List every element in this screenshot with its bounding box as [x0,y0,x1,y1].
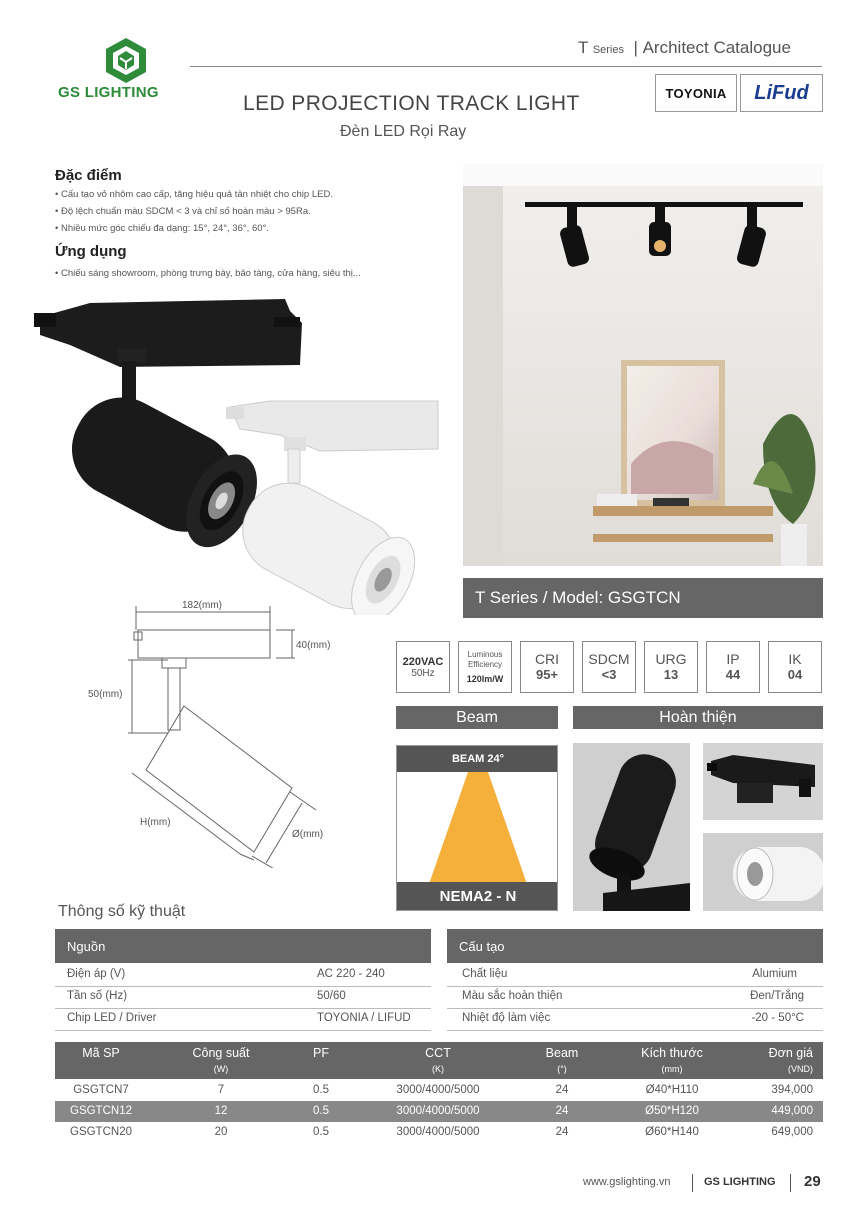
structure-row-value: -20 - 50°C [751,1012,804,1024]
toyonia-logo: TOYONIA [655,74,737,112]
col-unit-price: (VND) [788,1064,813,1074]
application-item: • Chiếu sáng showroom, phòng trưng bày, bảo tàng, cửa hàng, siêu thị... [55,268,361,279]
dim-stem-label: 50(mm) [88,689,123,700]
divider [447,1008,823,1009]
dimension-drawing [80,598,370,868]
dim-width-label: 182(mm) [182,600,223,611]
col-unit-power: (W) [213,1064,229,1074]
structure-row-value: Alumium [752,968,797,980]
structure-row-value: Đen/Trắng [750,990,804,1002]
finish-black-photo [573,743,690,911]
footer-url[interactable]: www.gslighting.vn [583,1176,671,1188]
model-bar: T Series / Model: GSGTCN [463,578,823,618]
finish-header: Hoàn thiện [573,706,823,729]
beam-cone-icon [397,772,558,884]
spec-voltage: 220VAC 50Hz [396,641,450,693]
dim-track-height-label: 40(mm) [296,640,331,651]
series-label: T Series | Architect Catalogue [578,38,791,57]
divider [55,1030,431,1031]
col-unit-size: (mm) [661,1064,683,1074]
spec-urg: URG 13 [644,641,698,693]
page-number: 29 [804,1173,821,1190]
col-header-code: Mã SP [82,1046,120,1060]
col-unit-beam: (°) [557,1064,567,1074]
col-header-cct: CCT [425,1046,451,1060]
features-heading: Đặc điểm [55,167,122,184]
finish-white-photo [703,833,823,911]
divider [447,1030,823,1031]
power-row-value: AC 220 - 240 [317,968,385,980]
table-row: GSGTCN20 20 0.5 3000/4000/5000 24 Ø60*H140 649,000 [70,1126,813,1138]
col-header-size: Kích thước [641,1046,703,1060]
table-row: GSGTCN12 12 0.5 3000/4000/5000 24 Ø50*H120 449,000 [55,1101,823,1122]
table-row: GSGTCN7 7 0.5 3000/4000/5000 24 Ø40*H110 394,000 [73,1084,813,1096]
spec-ip: IP 44 [706,641,760,693]
power-header: Nguồn [55,929,431,963]
footer-divider [790,1174,791,1192]
spec-sdcm: SDCM <3 [582,641,636,693]
structure-row-label: Nhiệt độ làm việc [462,1012,551,1024]
tech-specs-title: Thông số kỹ thuật [58,903,186,920]
beam-angle-label: BEAM 24° [397,746,558,772]
divider [55,986,431,987]
beam-diagram [396,745,558,911]
power-row-value: TOYONIA / LIFUD [317,1012,411,1024]
catalogue-label: Architect Catalogue [642,38,791,57]
power-row-value: 50/60 [317,990,346,1002]
applications-heading: Ứng dụng [55,243,127,260]
power-row-label: Chip LED / Driver [67,1012,157,1024]
spec-luminous-efficiency: Luminous Efficiency 120lm/W [458,641,512,693]
showroom-photo [463,164,823,566]
structure-row-label: Chất liệu [462,968,508,980]
col-header-pf: PF [313,1046,329,1060]
feature-item: • Cấu tạo vỏ nhôm cao cấp, tăng hiệu quả tản nhiệt cho chip LED. [55,189,333,200]
power-row-label: Điện áp (V) [67,968,126,980]
footer-brand: GS LIGHTING [704,1176,776,1188]
footer-divider [692,1174,693,1192]
divider [447,986,823,987]
page-subtitle: Đèn LED Rọi Ray [340,123,467,140]
spec-cri: CRI 95+ [520,641,574,693]
finish-track-adapter-photo [703,743,823,820]
dim-length-label: H(mm) [140,817,171,828]
header-rule [190,66,822,67]
logo-text: GS LIGHTING [58,84,159,101]
power-row-label: Tần số (Hz) [67,990,128,1002]
col-header-price: Đơn giá [768,1046,813,1060]
structure-header: Cấu tạo [447,929,823,963]
page-title: LED PROJECTION TRACK LIGHT [243,92,580,115]
col-unit-cct: (K) [432,1064,444,1074]
feature-item: • Độ lệch chuẩn màu SDCM < 3 và chỉ số hoàn màu > 95Ra. [55,206,311,217]
col-header-power: Công suất [192,1046,250,1060]
feature-item: • Nhiều mức góc chiếu đa dạng: 15°, 24°, 36°, 60°. [55,223,269,234]
track-light-product-photo [30,295,450,615]
beam-header: Beam [396,706,558,729]
product-table-header [55,1042,823,1079]
structure-row-label: Màu sắc hoàn thiện [462,990,563,1002]
nema-label: NEMA2 - N [397,882,558,910]
divider [55,1008,431,1009]
col-header-beam: Beam [545,1046,579,1060]
dim-diameter-label: Ø(mm) [292,829,324,840]
spec-ik: IK 04 [768,641,822,693]
lifud-logo: LiFud [740,74,823,112]
